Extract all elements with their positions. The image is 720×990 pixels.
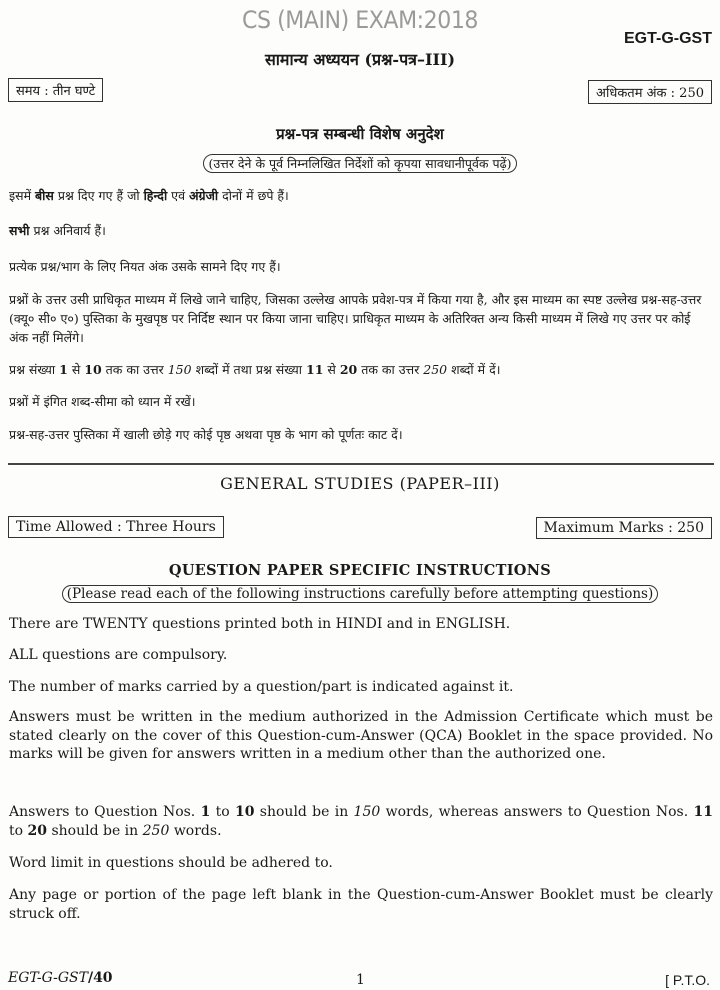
time-allowed-box: Time Allowed : Three Hours [8, 516, 224, 538]
english-para-2: ALL questions are compulsory. [9, 647, 228, 663]
maximum-marks-box: Maximum Marks : 250 [536, 517, 712, 539]
hindi-para-2: सभी प्रश्न अनिवार्य हैं। [9, 223, 106, 238]
hindi-instructions-note-wrap [0, 154, 720, 173]
exam-stamp: CS (MAIN) EXAM:2018 [241, 6, 479, 34]
hindi-para-4: प्रश्नों के उत्तर उसी प्राधिकृत माध्यम में लिखे जाने चाहिए, जिसका उल्लेख आपके प्रवेश-पत्र में किया गया है, और इस माध्यम का स्पष्ट उल्लेख प्रश्न-सह-उत्तर (क्यू० सी० ए०) पुस्तिका के मुखपृष्ठ पर निर्दिष्ट स्थान पर किया जाना चाहिए। प्राधिकृत माध्यम के अतिरिक्त अन्य किसी माध्यम में लिखे गए उत्तर पर कोई अंक नहीं मिलेंगे। [9, 292, 702, 345]
hindi-instructions-heading: प्रश्न-पत्र सम्बन्धी विशेष अनुदेश [276, 125, 444, 143]
hindi-para-5: प्रश्न संख्या 1 से 10 तक का उत्तर 150 शब्दों में तथा प्रश्न संख्या 11 से 20 तक का उत्तर 250 शब्दों में दें। [9, 362, 501, 377]
hindi-paper-title: सामान्य अध्ययन (प्रश्न-पत्र–III) [264, 50, 456, 69]
english-instructions-heading: QUESTION PAPER SPECIFIC INSTRUCTIONS [168, 562, 552, 579]
english-paper-title: GENERAL STUDIES (PAPER–III) [220, 474, 500, 493]
hindi-instructions-note: (उत्तर देने के पूर्व निम्नलिखित निर्देशों को कृपया सावधानीपूर्वक पढ़ें) [203, 154, 516, 173]
footer-paper-code: EGT-G-GST/40 [8, 970, 113, 986]
paper-code: EGT-G-GST [624, 30, 712, 47]
hindi-para-6: प्रश्नों में इंगित शब्द-सीमा को ध्यान में रखें। [9, 394, 196, 409]
english-para-1: There are TWENTY questions printed both in HINDI and in ENGLISH. [9, 616, 511, 632]
english-para-4: Answers must be written in the medium authorized in the Admission Certificate which must be stated clearly on the cover of this Question-cum-Answer (QCA) Booklet in the space provided. No marks will be given for answers written in a medium other than the authorized one. [9, 709, 713, 762]
section-divider [8, 463, 714, 465]
pto-label: [ P.T.O. [665, 972, 710, 988]
hindi-time-box: समय : तीन घण्टे [8, 78, 103, 102]
hindi-para-3: प्रत्येक प्रश्न/भाग के लिए नियत अंक उसके सामने दिए गए हैं। [9, 259, 281, 274]
page-number: 1 [356, 972, 365, 988]
english-instructions-note: (Please read each of the following instructions carefully before attempting questions) [62, 585, 659, 603]
english-para-7: Any page or portion of the page left blank in the Question-cum-Answer Booklet must be clearly struck off. [9, 887, 713, 922]
english-para-3: The number of marks carried by a question/part is indicated against it. [9, 679, 514, 695]
hindi-para-1: इसमें बीस प्रश्न दिए गए हैं जो हिन्दी एवं अंग्रेजी दोनों में छपे हैं। [9, 188, 289, 203]
english-para-5: Answers to Question Nos. 1 to 10 should be in 150 words, whereas answers to Question Nos. 11 to 20 should be in 250 words. [9, 804, 713, 839]
hindi-marks-box: अधिकतम अंक : 250 [588, 80, 712, 104]
english-para-6: Word limit in questions should be adhered to. [9, 855, 333, 871]
english-instructions-note-wrap [0, 585, 720, 603]
hindi-para-7: प्रश्न-सह-उत्तर पुस्तिका में खाली छोड़े गए कोई पृष्ठ अथवा पृष्ठ के भाग को पूर्णतः काट दें। [9, 427, 403, 442]
